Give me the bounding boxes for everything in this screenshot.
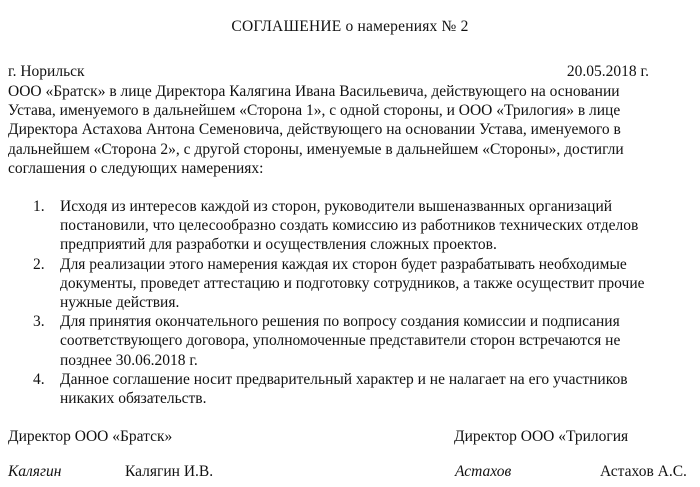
list-item-text xyxy=(60,197,680,255)
left-signatory-name: Калягин И.В. xyxy=(125,463,214,480)
right-signatory-title: Директор ООО «Трилогия xyxy=(454,428,629,445)
list-item-number: 4. xyxy=(33,370,45,388)
intro-line: Устава, именуемого в дальнейшем «Сторона 1», с одной стороны, и ООО «Трилогия» в лице xyxy=(8,102,621,120)
list-item-line: нужные действия. xyxy=(60,294,180,312)
list-item-line: постановили, что целесообразно создать комиссию из работников технических отделов xyxy=(60,217,639,235)
left-signatory-title: Директор ООО «Братск» xyxy=(8,428,173,445)
list-item xyxy=(0,255,700,313)
numbered-list xyxy=(0,197,700,408)
list-item-line: Для принятия окончательного решения по вопросу создания комиссии и подписания xyxy=(60,313,620,331)
right-handwritten-signature: Астахов xyxy=(455,463,512,480)
list-item-line: позднее 30.06.2018 г. xyxy=(60,351,198,369)
list-item-line: Исходя из интересов каждой из сторон, руководители вышеназванных организаций xyxy=(60,198,613,215)
right-signatory-name: Астахов А.С. xyxy=(600,463,687,480)
list-item-number: 2. xyxy=(33,255,45,273)
intro-line: Директора Астахова Антона Семеновича, действующего на основании Устава, именуемого в xyxy=(8,121,621,139)
document-title: СОГЛАШЕНИЕ о намерениях № 2 xyxy=(231,18,469,35)
list-item-number: 3. xyxy=(33,313,45,331)
list-item xyxy=(0,312,700,370)
list-item xyxy=(0,370,700,408)
list-item-text xyxy=(60,370,680,408)
intro-line: соглашения о следующих намерениях: xyxy=(8,159,264,177)
list-item-text xyxy=(60,255,680,313)
intro-line: дальнейшем «Сторона 2», с другой стороны, именуемые в дальнейшем «Стороны», достигли xyxy=(8,140,624,158)
left-handwritten-signature: Калягин xyxy=(8,463,62,480)
list-item-line: соответствующего договора, уполномоченные представители сторон встречаются не xyxy=(60,332,621,350)
intro-paragraph xyxy=(8,82,686,178)
list-item-line: Данное соглашение носит предварительный характер и не налагает на его участников xyxy=(60,370,628,388)
intro-line: ООО «Братск» в лице Директора Калягина Ивана Васильевича, действующего на основании xyxy=(8,83,620,100)
city-label: г. Норильск xyxy=(8,63,85,80)
list-item xyxy=(0,197,700,255)
list-item-text xyxy=(60,312,680,370)
list-item-line: никаких обязательств. xyxy=(60,390,207,408)
list-item-line: документы, проведет аттестацию и подготовку сотрудников, а также осуществит прочие xyxy=(60,274,645,292)
list-item-line: предприятий для разработки и осуществления сложных проектов. xyxy=(60,236,497,254)
list-item-number: 1. xyxy=(33,198,45,215)
list-item-line: Для реализации этого намерения каждая их сторон будет разрабатывать необходимые xyxy=(60,255,627,273)
date-label: 20.05.2018 г. xyxy=(566,63,649,80)
